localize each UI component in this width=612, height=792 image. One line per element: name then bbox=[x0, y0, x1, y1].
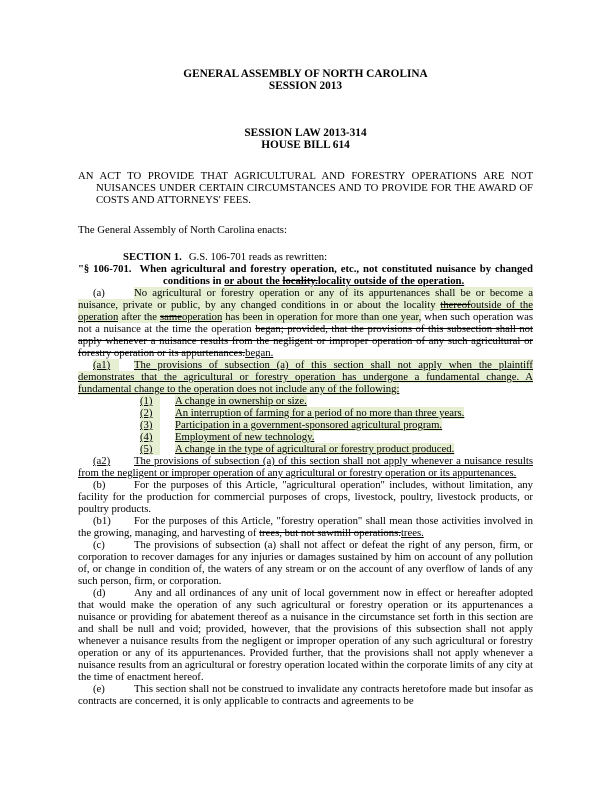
para-label: (1) bbox=[140, 395, 160, 407]
item-4 bbox=[78, 431, 533, 443]
session-law-title: SESSION LAW 2013-314 bbox=[244, 127, 367, 139]
text-run: began. bbox=[245, 347, 274, 359]
house-bill-title: HOUSE BILL 614 bbox=[261, 139, 350, 151]
para-label: (a2) bbox=[93, 455, 111, 467]
item-1 bbox=[78, 395, 533, 407]
section-1-line bbox=[78, 251, 533, 263]
text-run: locality outside of the operation. bbox=[317, 275, 465, 287]
assembly-title: GENERAL ASSEMBLY OF NORTH CAROLINA bbox=[183, 68, 428, 80]
text-run: "§ 106-701. bbox=[78, 263, 132, 275]
text-run: For the purposes of this Article, "forestry operation" shall mean those activities involved in the growing, managing, and harvesting of bbox=[78, 515, 533, 539]
text-run: trees, but not sawmill operations. bbox=[259, 527, 401, 539]
text-run: An interruption of farming for a period of no more than three years. bbox=[175, 407, 465, 419]
para-label: (a1) bbox=[93, 359, 119, 371]
para-label: (c) bbox=[93, 539, 105, 551]
text-run: when such operation was not a nuisance at the time the operation bbox=[78, 311, 533, 335]
para-label: (5) bbox=[140, 443, 160, 455]
para-label: (e) bbox=[93, 683, 105, 695]
enacting-clause: The General Assembly of North Carolina enacts: bbox=[78, 224, 287, 236]
item-2 bbox=[78, 407, 533, 419]
text-run: same bbox=[160, 311, 182, 323]
para-label: (d) bbox=[93, 587, 106, 599]
text-run: No agricultural or forestry operation or any of its appurtenances shall be or become a nuisance, private or public, by any changed conditions in or about the locality bbox=[78, 287, 533, 311]
document-body bbox=[78, 251, 533, 707]
text-run: Participation in a government-sponsored agricultural program. bbox=[175, 419, 443, 431]
text-run: A change in ownership or size. bbox=[175, 395, 307, 407]
text-run: after the bbox=[118, 311, 160, 323]
para-label: (4) bbox=[140, 431, 160, 443]
para-a bbox=[78, 287, 533, 359]
text-run: locality. bbox=[282, 275, 318, 287]
statute-heading bbox=[78, 263, 533, 287]
para-label: (a) bbox=[93, 287, 105, 299]
text-run: began; provided, that the provisions of this subsection shall not apply whenever a nuisance results from the negligent or improper operation of any such agricultural or forestry operation or its appurtenances. bbox=[78, 323, 533, 359]
text-run: thereof bbox=[440, 299, 471, 311]
text-run: The provisions of subsection (a) of this section shall not apply when the plaintiff demonstrates that the agricultural or forestry operation has undergone a fundamental change. A fundamental change to the operation does not include any of the following: bbox=[78, 359, 533, 395]
text-run: has been in operation for more than one year, bbox=[222, 311, 422, 323]
act-title: AN ACT TO PROVIDE THAT AGRICULTURAL AND FORESTRY OPERATIONS ARE NOT NUISANCES UNDER CERTAIN CIRCUMSTANCES AND TO PROVIDE FOR THE AWARD OF COSTS AND ATTORNEYS' FEES. bbox=[78, 170, 533, 206]
session-title: SESSION 2013 bbox=[268, 80, 343, 92]
text-run: The provisions of subsection (a) of this section shall not apply whenever a nuisance results from the negligent or improper operation of any agricultural or forestry operation or its appurtenances. bbox=[78, 455, 533, 479]
text-run: outside of the operation bbox=[78, 299, 533, 323]
para-d bbox=[78, 587, 533, 683]
para-b bbox=[78, 479, 533, 515]
para-label: SECTION 1. bbox=[123, 251, 182, 263]
text-run: When agricultural and forestry operation, etc., not constituted nuisance by changed conditions in bbox=[139, 263, 533, 287]
text-run: G.S. 106-701 reads as rewritten: bbox=[188, 251, 328, 263]
para-label: (3) bbox=[140, 419, 160, 431]
text-run: This section shall not be construed to invalidate any contracts heretofore made but insofar as contracts are concerned, it is only applicable to contracts and agreements to be bbox=[78, 683, 533, 707]
para-b1 bbox=[78, 515, 533, 539]
text-run: Any and all ordinances of any unit of local government now in effect or hereafter adopted that would make the operation of any such agricultural or forestry operation or its appurtenances a nuisance or providing for abatement thereof as a nuisance in the circumstance set forth in this section are and shall be null and void; provided, however, that the provisions of this subsection shall not apply whenever a nuisance results from the negligent or improper operation of any such agricultural or forestry operation or any of its appurtenances. Provided further, that the provisions shall not apply whenever a nuisance results from an agricultural or forestry operation located within the corporate limits of any city at the time of enactment hereof. bbox=[78, 587, 533, 683]
text-run: operation bbox=[181, 311, 223, 323]
page-header bbox=[78, 68, 533, 236]
para-label: (2) bbox=[140, 407, 160, 419]
para-a1 bbox=[78, 359, 533, 395]
para-c bbox=[78, 539, 533, 587]
text-run: trees. bbox=[400, 527, 424, 539]
text-run: or about the bbox=[224, 275, 283, 287]
para-label: (b) bbox=[93, 479, 106, 491]
para-a2 bbox=[78, 455, 533, 479]
text-run: For the purposes of this Article, "agricultural operation" includes, without limitation, any facility for the production for commercial purposes of crops, livestock, poultry, livestock products, or poultry products. bbox=[78, 479, 533, 515]
text-run: A change in the type of agricultural or forestry product produced. bbox=[175, 443, 455, 455]
text-run: Employment of new technology. bbox=[175, 431, 315, 443]
text-run: The provisions of subsection (a) shall not affect or defeat the right of any person, firm, or corporation to recover damages for any injuries or damages sustained by him on account of any pollution of, or change in condition of, the waters of any stream or on the account of any overflow of lands of any such person, firm, or corporation. bbox=[78, 539, 533, 587]
para-label: (b1) bbox=[93, 515, 111, 527]
para-e bbox=[78, 683, 533, 707]
item-3 bbox=[78, 419, 533, 431]
item-5 bbox=[78, 443, 533, 455]
